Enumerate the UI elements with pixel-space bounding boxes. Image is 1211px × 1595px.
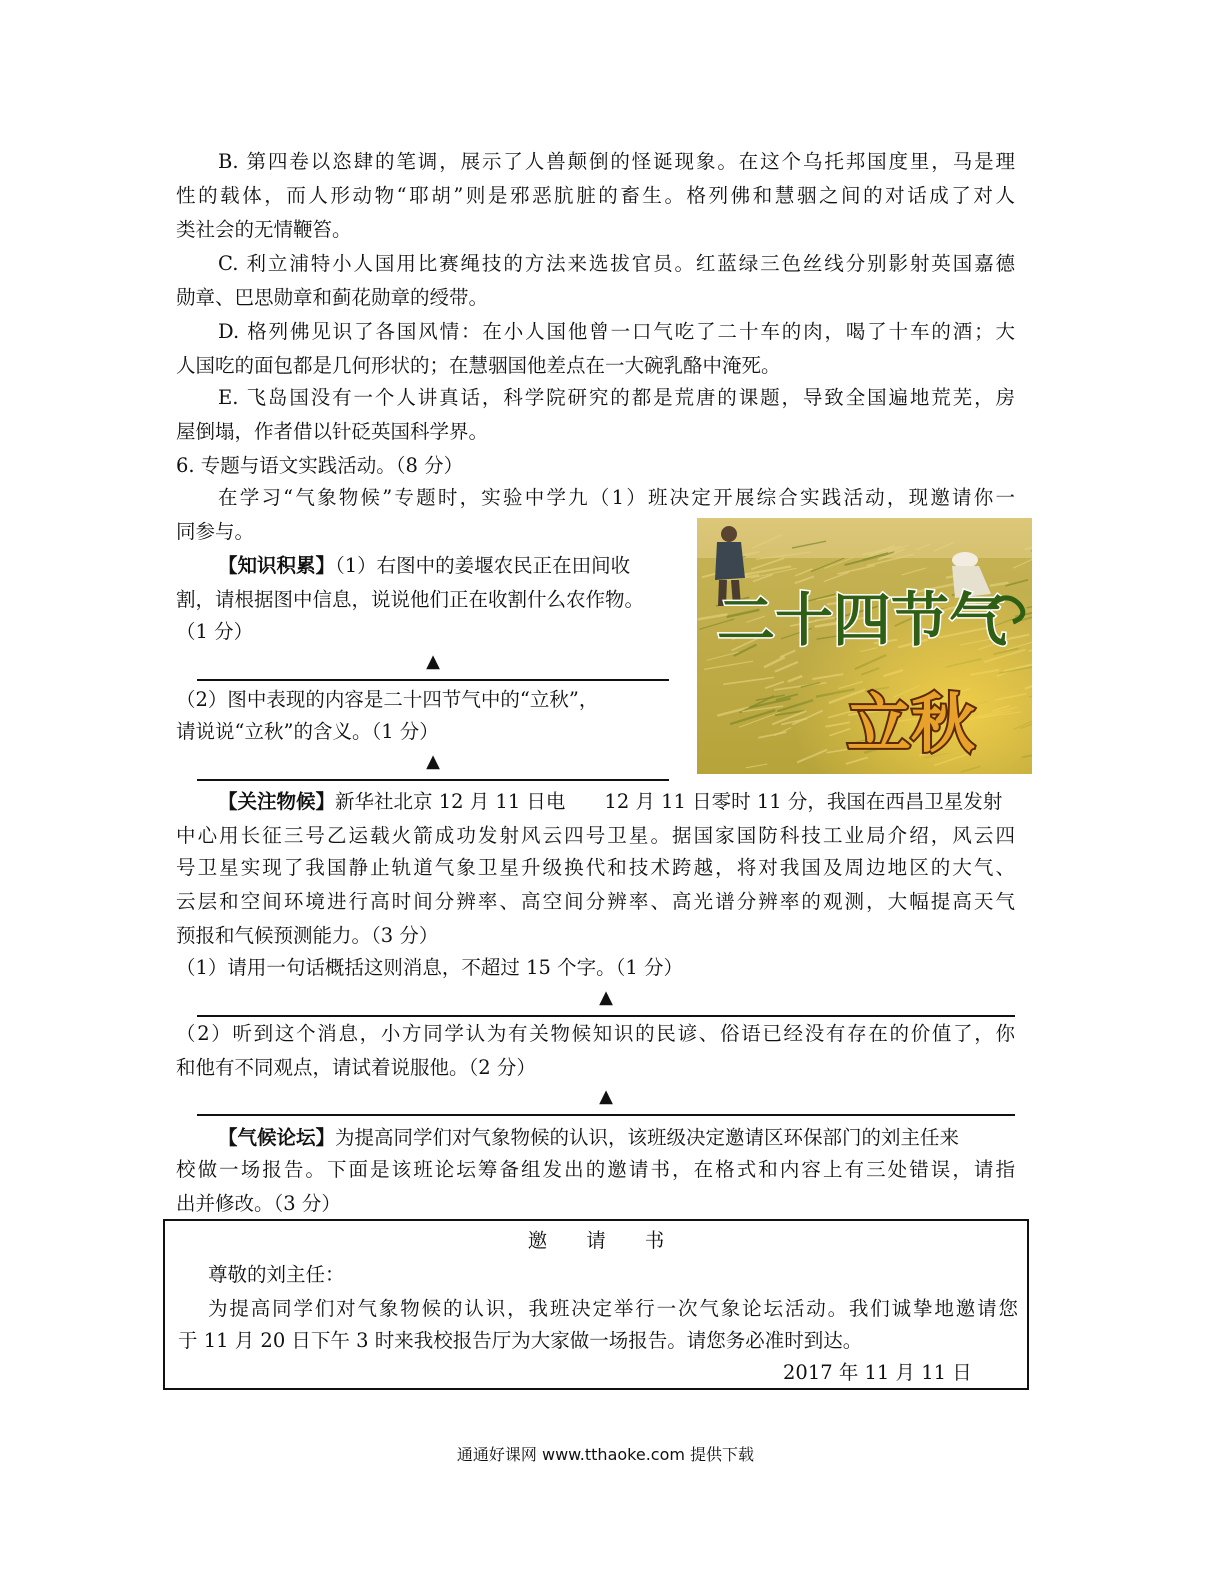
answer-triangle-mark: ▲: [599, 1086, 613, 1107]
phenology-q1: （1）请用一句话概括这则消息，不超过 15 个字。（1 分）: [176, 956, 683, 979]
knowledge-q1-line-2: 割，请根据图中信息，说说他们正在收割什么农作物。: [176, 588, 645, 611]
answer-triangle-mark: ▲: [599, 987, 613, 1008]
answer-triangle-mark: ▲: [426, 751, 440, 772]
option-e-line-2: 屋倒塌，作者借以针砭英国科学界。: [176, 420, 489, 443]
phenology-q2-line-2: 和他有不同观点，请试着说服他。（2 分）: [176, 1056, 536, 1079]
answer-triangle-mark: ▲: [426, 651, 440, 672]
option-e-line-1: E. 飞岛国没有一个人讲真话，科学院研究的都是荒唐的课题，导致全国遍地荒芜，房: [218, 386, 1015, 409]
answer-line-phenology-1[interactable]: [197, 985, 1015, 1017]
solar-terms-banner: 二十四节气: [717, 586, 1008, 654]
phenology-line-3: 号卫星实现了我国静止轨道气象卫星升级换代和技术跨越，将对我国及周边地区的大气、: [176, 856, 1015, 879]
forum-line-2: 校做一场报告。下面是该班论坛筹备组发出的邀请书，在格式和内容上有三处错误，请指: [176, 1158, 1015, 1181]
forum-text: 为提高同学们对气象物候的认识，该班级决定邀请区环保部门的刘主任来: [335, 1126, 960, 1149]
letter-body-line-2: 于 11 月 20 日下午 3 时来我校报告厅为大家做一场报告。请您务必准时到达。: [178, 1329, 863, 1352]
phenology-news-lead: 新华社北京 12 月 11 日电 12 月 11 日零时 11 分，我国在西昌卫星发射: [335, 790, 1003, 813]
letter-body-line-1: 为提高同学们对气象物候的认识，我班决定举行一次气象论坛活动。我们诚挚地邀请您: [208, 1297, 1018, 1320]
knowledge-q1-text: （1）右图中的姜堰农民正在田间收: [335, 554, 631, 577]
phenology-tag: 【关注物候】: [218, 790, 336, 813]
letter-greeting: 尊敬的刘主任：: [208, 1263, 345, 1286]
question-6-intro-line-1: 在学习“气象物候”专题时，实验中学九（1）班决定开展综合实践活动，现邀请你一: [218, 486, 1015, 509]
knowledge-q1-line-1: [218, 554, 630, 578]
knowledge-q2-line-1: （2）图中表现的内容是二十四节气中的“立秋”，: [176, 688, 599, 711]
option-c-line-2: 勋章、巴思勋章和蓟花勋章的绶带。: [176, 286, 489, 309]
page-footer: 通通好课网 www.tthaoke.com 提供下载: [456, 1445, 755, 1464]
knowledge-tag: 【知识积累】: [218, 554, 336, 577]
answer-line-knowledge-2[interactable]: [197, 749, 669, 781]
liqiu-stamp: 立秋: [847, 687, 975, 762]
option-d-line-1: D. 格列佛见识了各国风情：在小人国他曾一口气吃了二十车的肉，喝了十车的酒；大: [218, 320, 1015, 343]
option-b-line-3: 类社会的无情鞭笞。: [176, 218, 352, 241]
option-d-line-2: 人国吃的面包都是几何形状的；在慧骃国他差点在一大碗乳酪中淹死。: [176, 354, 781, 377]
question-6-intro-line-2: 同参与。: [176, 520, 255, 543]
forum-tag: 【气候论坛】: [218, 1126, 336, 1149]
option-c-line-1: C. 利立浦特小人国用比赛绳技的方法来选拔官员。红蓝绿三色丝线分别影射英国嘉德: [218, 252, 1015, 275]
phenology-line-2: 中心用长征三号乙运载火箭成功发射风云四号卫星。据国家国防科技工业局介绍，风云四: [176, 824, 1015, 847]
question-6-title: 6. 专题与语文实践活动。（8 分）: [176, 454, 464, 477]
option-b-line-1: B. 第四卷以恣肆的笔调，展示了人兽颠倒的怪诞现象。在这个乌托邦国度里，马是理: [218, 150, 1015, 173]
answer-line-knowledge-1[interactable]: [197, 649, 669, 681]
forum-line-1: [218, 1126, 959, 1150]
phenology-line-5: 预报和气候预测能力。（3 分）: [176, 924, 439, 947]
knowledge-q2-line-2: 请说说“立秋”的含义。（1 分）: [176, 720, 439, 743]
option-b-line-2: 性的载体，而人形动物“耶胡”则是邪恶肮脏的畜生。格列佛和慧骃之间的对话成了对人: [176, 184, 1015, 207]
answer-line-phenology-2[interactable]: [197, 1084, 1015, 1116]
phenology-q2-line-1: （2）听到这个消息，小方同学认为有关物候知识的民谚、俗语已经没有存在的价值了，你: [176, 1022, 1015, 1045]
phenology-line-1: [218, 790, 1002, 814]
forum-line-3: 出并修改。（3 分）: [176, 1192, 341, 1215]
letter-title: 邀 请 书: [527, 1229, 665, 1252]
harvest-field-illustration: [697, 518, 1032, 774]
phenology-line-4: 云层和空间环境进行高时间分辨率、高空间分辨率、高光谱分辨率的观测，大幅提高天气: [176, 890, 1015, 913]
letter-date: 2017 年 11 月 11 日: [783, 1361, 972, 1384]
invitation-letter-box: [163, 1219, 1029, 1390]
knowledge-q1-line-3: （1 分）: [176, 620, 254, 643]
solar-term-photo: [697, 518, 1032, 774]
